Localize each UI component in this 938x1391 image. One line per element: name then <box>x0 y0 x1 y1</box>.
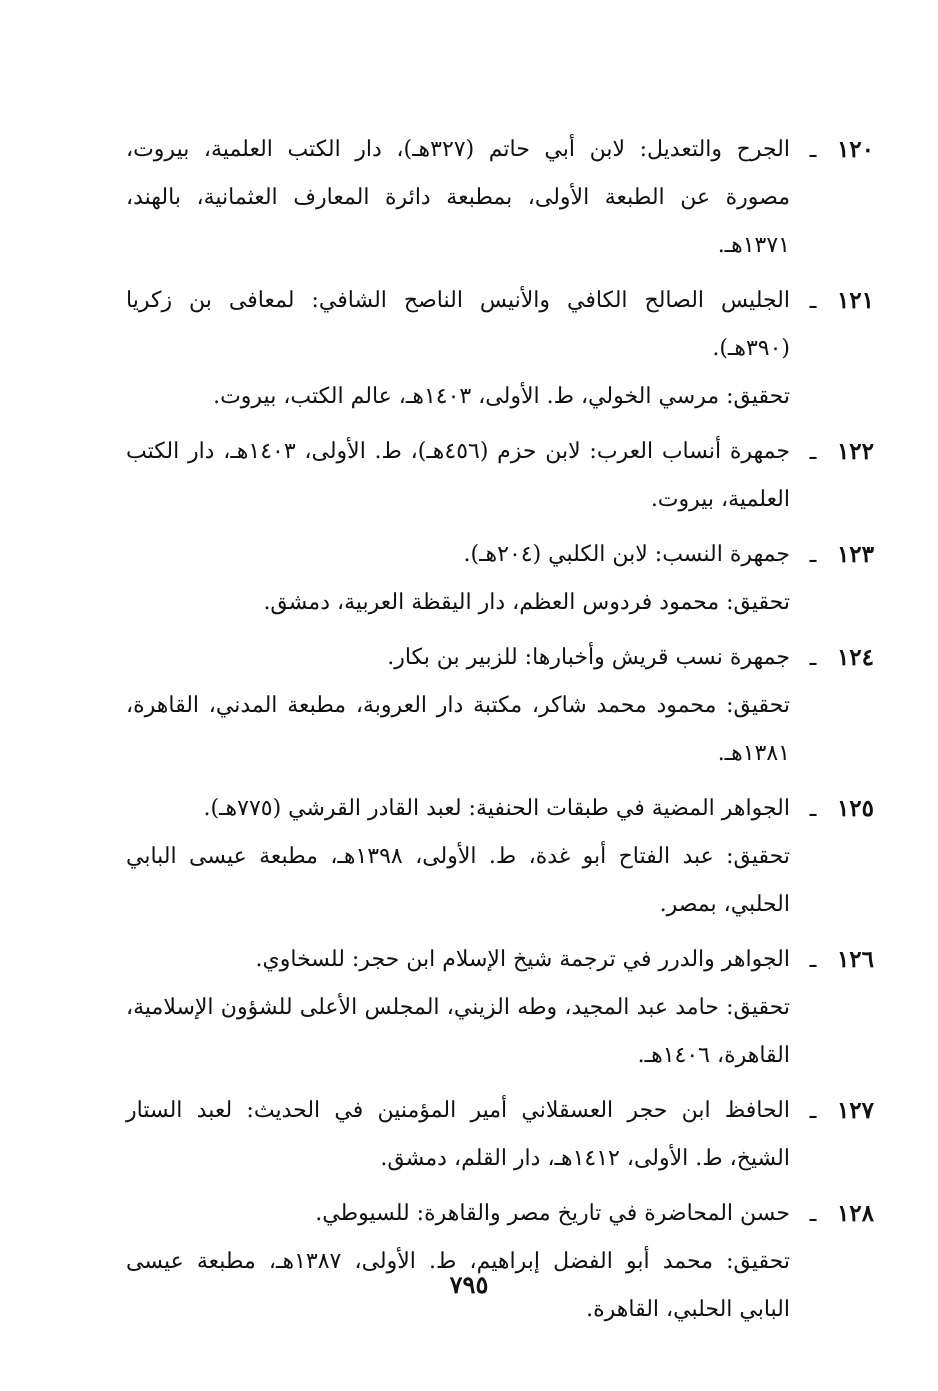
entry-dash: ـ <box>809 137 817 163</box>
entry-number-value: ١٢٣ <box>836 541 874 568</box>
entry-details: تحقيق: مرسي الخولي، ط. الأولى، ١٤٠٣هـ، عالم الكتب، بيروت. <box>213 384 790 409</box>
bibliography-entry <box>126 1190 874 1334</box>
entry-number-value: ١٢٨ <box>836 1200 874 1227</box>
bibliography-entry <box>126 428 874 524</box>
entry-title: الحافظ ابن حجر العسقلاني أمير المؤمنين في الحديث: لعبد الستار الشيخ، ط. الأولى، ١٤١٢هـ، دار القلم، دمشق. <box>126 1098 790 1171</box>
entry-body <box>126 1087 790 1183</box>
entry-number <box>790 428 874 476</box>
entry-dash: ـ <box>809 288 817 314</box>
entry-dash: ـ <box>809 796 817 822</box>
entry-dash: ـ <box>809 1098 817 1124</box>
entry-dash: ـ <box>809 1201 817 1227</box>
entry-title: الجرح والتعديل: لابن أبي حاتم (٣٢٧هـ)، دار الكتب العلمية، بيروت، مصورة عن الطبعة الأولى، بمطبعة دائرة المعارف العثمانية، بالهند، ١٣٧١هـ. <box>126 137 790 258</box>
entry-details: تحقيق: محمد أبو الفضل إبراهيم، ط. الأولى، ١٣٨٧هـ، مطبعة عيسى البابي الحلبي، القاهرة. <box>126 1249 790 1322</box>
entry-body <box>126 1190 790 1334</box>
entry-number-value: ١٢٧ <box>836 1097 874 1124</box>
entry-title: الجواهر المضية في طبقات الحنفية: لعبد القادر القرشي (٧٧٥هـ). <box>203 796 790 821</box>
entry-title: حسن المحاضرة في تاريخ مصر والقاهرة: للسيوطي. <box>315 1201 790 1226</box>
entry-body <box>126 428 790 524</box>
entry-body <box>126 785 790 929</box>
entry-number <box>790 531 874 579</box>
entry-body <box>126 531 790 627</box>
bibliography-list <box>126 126 874 1341</box>
entry-title: الجواهر والدرر في ترجمة شيخ الإسلام ابن حجر: للسخاوي. <box>255 947 790 972</box>
entry-number <box>790 277 874 325</box>
entry-dash: ـ <box>809 542 817 568</box>
entry-number-value: ١٢٢ <box>836 438 874 465</box>
entry-details: تحقيق: محمود فردوس العظم، دار اليقظة العربية، دمشق. <box>263 590 790 615</box>
entry-title: جمهرة النسب: لابن الكلبي (٢٠٤هـ). <box>463 542 790 567</box>
entry-number <box>790 1190 874 1238</box>
entry-number <box>790 936 874 984</box>
entry-body <box>126 277 790 421</box>
entry-dash: ـ <box>809 947 817 973</box>
bibliography-entry <box>126 126 874 270</box>
bibliography-entry <box>126 277 874 421</box>
entry-number-value: ١٢١ <box>836 287 874 314</box>
entry-dash: ـ <box>809 439 817 465</box>
entry-details: تحقيق: حامد عبد المجيد، وطه الزيني، المجلس الأعلى للشؤون الإسلامية، القاهرة، ١٤٠٦هـ. <box>126 995 790 1068</box>
entry-number-value: ١٢٦ <box>836 946 874 973</box>
entry-title: الجليس الصالح الكافي والأنيس الناصح الشافي: لمعافى بن زكريا (٣٩٠هـ). <box>126 288 790 361</box>
page-number: ٧٩٥ <box>449 1270 489 1299</box>
entry-number <box>790 634 874 682</box>
entry-body <box>126 936 790 1080</box>
entry-number-value: ١٢٥ <box>836 795 874 822</box>
bibliography-entry <box>126 531 874 627</box>
bibliography-entry <box>126 634 874 778</box>
entry-dash: ـ <box>809 645 817 671</box>
entry-body <box>126 634 790 778</box>
entry-number-value: ١٢٤ <box>836 644 874 671</box>
entry-number <box>790 126 874 174</box>
entry-number <box>790 1087 874 1135</box>
entry-number-value: ١٢٠ <box>836 136 874 163</box>
entry-number <box>790 785 874 833</box>
entry-title: جمهرة أنساب العرب: لابن حزم (٤٥٦هـ)، ط. الأولى، ١٤٠٣هـ، دار الكتب العلمية، بيروت. <box>126 439 790 512</box>
bibliography-entry <box>126 936 874 1080</box>
bibliography-entry <box>126 1087 874 1183</box>
bibliography-entry <box>126 785 874 929</box>
entry-body <box>126 126 790 270</box>
entry-title: جمهرة نسب قريش وأخبارها: للزبير بن بكار. <box>387 645 790 670</box>
entry-details: تحقيق: محمود محمد شاكر، مكتبة دار العروبة، مطبعة المدني، القاهرة، ١٣٨١هـ. <box>126 693 790 766</box>
entry-details: تحقيق: عبد الفتاح أبو غدة، ط. الأولى، ١٣٩٨هـ، مطبعة عيسى البابي الحلبي، بمصر. <box>126 844 790 917</box>
